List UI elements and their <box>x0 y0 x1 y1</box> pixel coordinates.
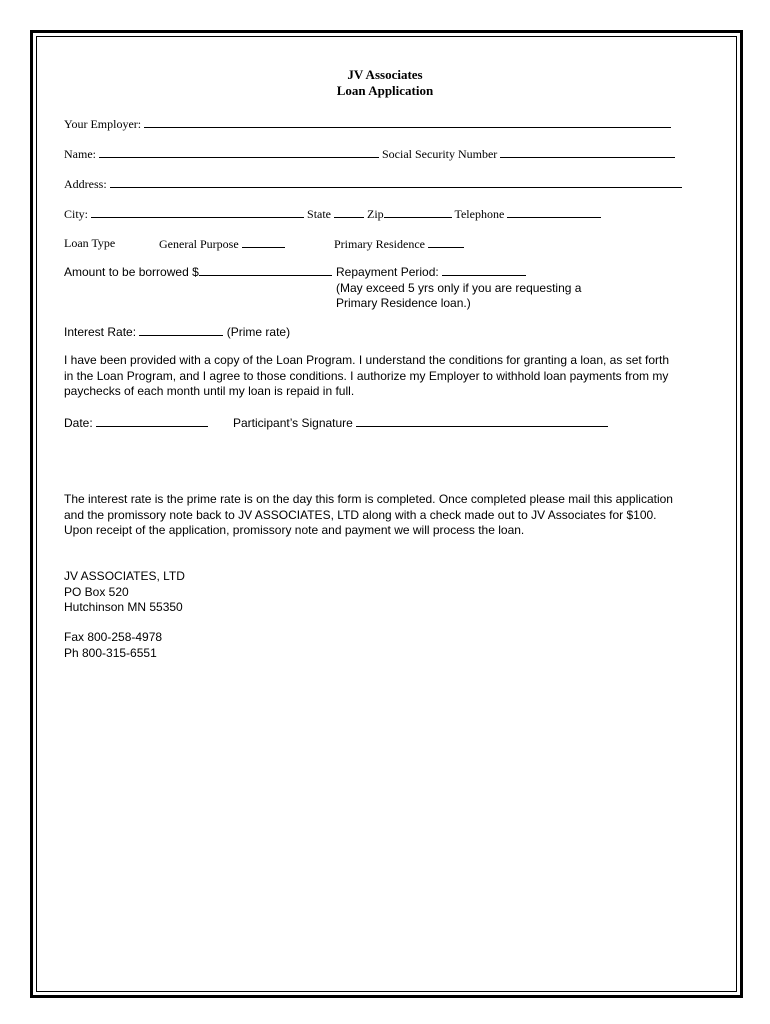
contact-address <box>64 569 185 616</box>
name-field[interactable] <box>99 146 379 158</box>
name-row <box>64 146 675 162</box>
date-field[interactable] <box>96 415 208 427</box>
loan-type-label: Loan Type <box>64 236 116 250</box>
city-field[interactable] <box>91 206 304 218</box>
interest-field[interactable] <box>139 324 223 336</box>
employer-label: Your Employer: <box>64 117 142 131</box>
name-label: Name: <box>64 147 96 161</box>
contact-company: JV ASSOCIATES, LTD <box>64 569 185 583</box>
general-purpose-label: General Purpose <box>159 237 239 251</box>
date-label: Date: <box>64 416 93 430</box>
agreement-paragraph <box>64 353 669 400</box>
repayment-field[interactable] <box>442 264 526 276</box>
agreement-line-2: in the Loan Program, and I agree to those conditions. I authorize my Employer to withhold loan payments from my <box>64 368 669 383</box>
instructions-line-2: and the promissory note back to JV ASSOCIATES, LTD along with a check made out to JV Associates for $100. <box>64 507 657 522</box>
signature-row <box>233 415 608 430</box>
amount-label: Amount to be borrowed $ <box>64 265 199 279</box>
general-purpose-field[interactable] <box>242 236 285 248</box>
contact-phones <box>64 630 162 661</box>
agreement-line-3: paychecks of each month until my loan is repaid in full. <box>64 384 355 398</box>
interest-note: (Prime rate) <box>226 325 291 339</box>
telephone-label: Telephone <box>454 207 505 221</box>
repayment-note-1: (May exceed 5 yrs only if you are requesting a <box>336 280 582 295</box>
address-row <box>64 176 682 192</box>
state-field[interactable] <box>334 206 364 218</box>
ssn-field[interactable] <box>500 146 675 158</box>
primary-residence-row <box>334 236 464 252</box>
ssn-label: Social Security Number <box>382 147 498 161</box>
city-row <box>64 206 601 222</box>
repayment-note-2: Primary Residence loan.) <box>336 296 471 310</box>
instructions-paragraph <box>64 492 673 539</box>
zip-field[interactable] <box>384 206 452 218</box>
telephone-field[interactable] <box>507 206 601 218</box>
primary-residence-label: Primary Residence <box>334 237 425 251</box>
repayment-label: Repayment Period: <box>336 265 439 279</box>
state-label: State <box>307 207 332 221</box>
instructions-line-1: The interest rate is the prime rate is on the day this form is completed. Once completed please mail this application <box>64 492 673 506</box>
repayment-row <box>336 264 581 281</box>
employer-field[interactable] <box>144 116 671 128</box>
date-row <box>64 415 208 430</box>
contact-city: Hutchinson MN 55350 <box>64 600 183 614</box>
contact-phone: Ph 800-315-6551 <box>64 645 157 660</box>
signature-field[interactable] <box>356 415 608 427</box>
agreement-line-1: I have been provided with a copy of the Loan Program. I understand the conditions for granting a loan, as set forth <box>64 353 670 367</box>
primary-residence-field[interactable] <box>428 236 464 248</box>
form-title: Loan Application <box>336 83 434 98</box>
interest-label: Interest Rate: <box>64 325 137 339</box>
signature-label: Participant’s Signature <box>233 416 353 430</box>
contact-fax: Fax 800-258-4978 <box>64 630 163 644</box>
contact-po-box: PO Box 520 <box>64 584 129 599</box>
employer-row <box>64 116 671 132</box>
address-field[interactable] <box>110 176 682 188</box>
company-title: JV Associates <box>347 67 423 82</box>
general-purpose-row <box>159 236 285 252</box>
city-label: City: <box>64 207 89 221</box>
amount-field[interactable] <box>199 264 332 276</box>
instructions-line-3: Upon receipt of the application, promissory note and payment we will process the loan. <box>64 523 525 537</box>
amount-row <box>64 264 332 279</box>
zip-label: Zip <box>367 207 384 221</box>
interest-row <box>64 324 290 339</box>
address-label: Address: <box>64 177 107 191</box>
repayment-block <box>336 264 581 312</box>
